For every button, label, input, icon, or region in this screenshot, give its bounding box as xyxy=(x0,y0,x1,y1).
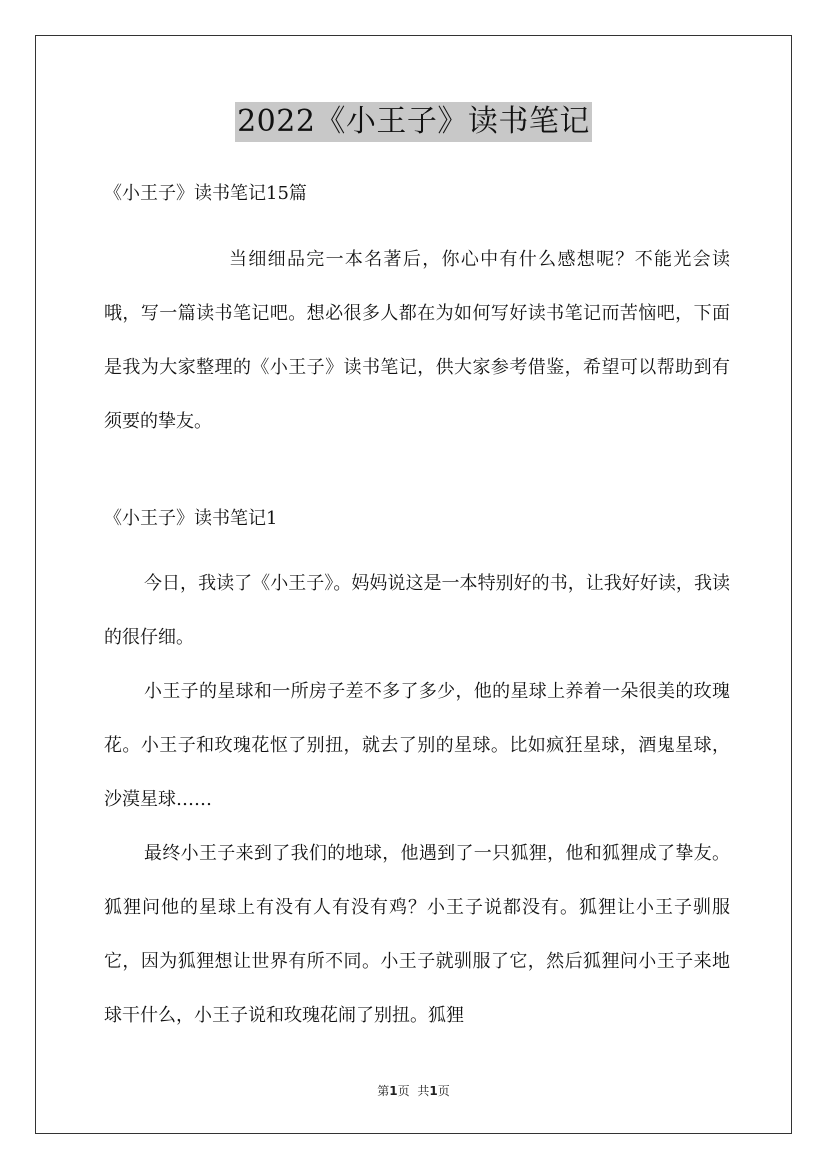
body-text xyxy=(104,557,730,1043)
page-total: 1 xyxy=(429,1084,438,1098)
body-paragraph: 小王子的星球和一所房子差不多了多少，他的星球上养着一朵很美的玫瑰花。小王子和玫瑰花怄了别扭，就去了别的星球。比如疯狂星球，酒鬼星球，沙漠星球…… xyxy=(104,681,730,810)
title-container xyxy=(0,102,827,142)
document-title: 2022《小王子》读书笔记 xyxy=(235,102,592,142)
total-label-prefix: 共 xyxy=(417,1084,430,1098)
body-paragraph: 最终小王子来到了我们的地球，他遇到了一只狐狸，他和狐狸成了挚友。狐狸问他的星球上有没有人有没有鸡？小王子说都没有。狐狸让小王子驯服它，因为狐狸想让世界有所不同。小王子就驯服了它，然后狐狸问小王子来地球干什么，小王子说和玫瑰花闹了别扭。狐狸 xyxy=(104,843,730,1026)
page-current: 1 xyxy=(389,1084,398,1098)
page-label-suffix: 页 xyxy=(397,1084,410,1098)
page-footer xyxy=(0,1083,827,1099)
document-subtitle: 《小王子》读书笔记15篇 xyxy=(104,183,307,204)
section-heading: 《小王子》读书笔记1 xyxy=(104,508,278,529)
total-label-suffix: 页 xyxy=(437,1084,450,1098)
body-paragraph: 今日，我读了《小王子》。妈妈说这是一本特别好的书，让我好好读，我读的很仔细。 xyxy=(104,573,730,648)
intro-paragraph: 当细细品完一本名著后，你心中有什么感想呢？不能光会读哦，写一篇读书笔记吧。想必很多人都在为如何写好读书笔记而苦恼吧，下面是我为大家整理的《小王子》读书笔记，供大家参考借鉴，希望可以帮助到有须要的挚友。 xyxy=(104,249,730,432)
page-label-prefix: 第 xyxy=(377,1084,390,1098)
